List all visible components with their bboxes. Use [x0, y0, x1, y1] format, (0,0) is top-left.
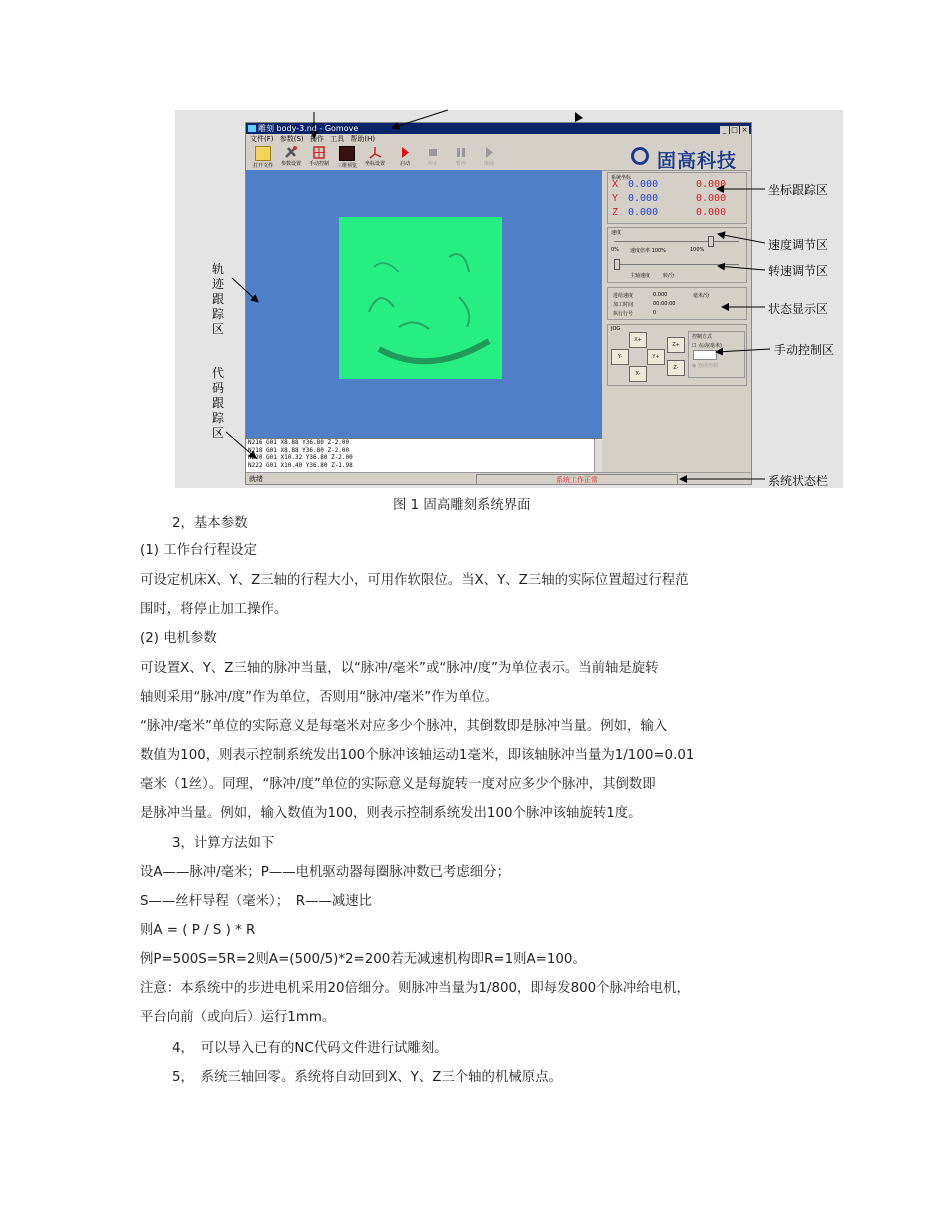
preview-3d-button[interactable]: 三维预览 — [334, 146, 360, 168]
annotation-speed: 速度调节区 — [768, 238, 829, 252]
annotation-trajectory: 轨迹跟踪区 — [212, 262, 225, 336]
jog-y-minus[interactable]: Y- — [611, 349, 629, 365]
status-value-feed: 0.000 — [653, 292, 668, 298]
start-button[interactable]: 启动 — [392, 146, 418, 168]
status-left: 就绪 — [249, 475, 263, 483]
code-line: N216 G01 X8.88 Y36.80 Z-2.00 — [248, 439, 350, 446]
status-message: 系统工作正常 — [476, 474, 678, 485]
open-file-button[interactable]: 打开文件 — [250, 146, 276, 168]
paragraph-line: 围时，将停止加工操作。 — [140, 602, 288, 617]
section-3-title: 3，计算方法如下 — [172, 836, 275, 851]
menu-file[interactable]: 文件(F) — [250, 135, 274, 143]
status-value-time: 00:00:00 — [653, 301, 676, 307]
jog-label: JOG — [611, 326, 621, 332]
code-line: N222 G01 X10.40 Y36.80 Z-1.98 — [248, 461, 353, 469]
paragraph-line: 毫米（1丝）。同理，“脉冲/度”单位的实际意义是每旋转一度对应多少个脉冲，其倒数即 — [140, 777, 656, 792]
coord-settings-button[interactable]: 坐标设置 — [362, 146, 388, 168]
menu-params[interactable]: 参数(S) — [279, 135, 304, 143]
coord-row-z: Z 0.000 0.000 — [612, 207, 727, 218]
stop-button[interactable]: 停止 — [420, 146, 446, 168]
section-2-title: 2，基本参数 — [172, 516, 248, 531]
section-5: 5， 系统三轴回零。系统将自动回到X、Y、Z三个轴的机械原点。 — [172, 1070, 562, 1085]
speed-label: 速度倍率 100% — [630, 248, 666, 254]
annotation-spindle: 转速调节区 — [768, 264, 829, 278]
speed-group-label: 速度 — [611, 230, 622, 236]
coord-group-label: 系统坐标 — [611, 175, 632, 181]
section-2-2-title: (2) 电机参数 — [140, 631, 217, 646]
annotation-code: 代码跟踪区 — [212, 366, 225, 440]
paragraph-line: 可设定机床X、Y、Z三轴的行程大小，可用作软限位。当X、Y、Z三轴的实际位置超过行程范 — [140, 573, 689, 588]
window-title: 雕刻 body-3.nd - Gomove — [258, 124, 359, 133]
annotation-manual: 手动控制区 — [774, 343, 835, 357]
menu-tools[interactable]: 工具 — [330, 135, 345, 143]
speed-max: 100% — [690, 247, 705, 253]
jog-x-minus[interactable]: X- — [629, 366, 647, 382]
logo-text: 固高科技 — [657, 150, 738, 172]
param-settings-button[interactable]: 参数设置 — [278, 146, 304, 168]
menu-operate[interactable]: 操作 — [309, 135, 324, 143]
speed-min: 0% — [611, 247, 619, 253]
spindle-value: 转/分 — [663, 273, 675, 279]
paragraph-line: 平台向前（或向后）运行1mm。 — [140, 1010, 336, 1025]
manual-opt-jog[interactable]: ☐ 点动(毫米) — [692, 343, 722, 349]
section-4: 4， 可以导入已有的NC代码文件进行试雕刻。 — [172, 1041, 448, 1056]
menu-help[interactable]: 帮助(H) — [350, 135, 376, 143]
pause-button[interactable]: 暂停 — [448, 146, 474, 168]
section-2-1-title: (1) 工作台行程设定 — [140, 543, 257, 558]
paragraph-line: “脉冲/毫米”单位的实际意义是每毫米对应多少个脉冲，其倒数即是脉冲当量。例如，输入 — [140, 719, 668, 734]
status-label-feed: 进给速度 — [613, 293, 634, 299]
paragraph-line: 数值为100，则表示控制系统发出100个脉冲该轴运动1毫米，即该轴脉冲当量为1/100=0.01 — [140, 748, 695, 763]
code-line: N220 G01 X10.32 Y36.80 Z-2.00 — [248, 454, 353, 461]
status-label-line: 执行行号 — [613, 311, 634, 317]
figure-caption: 图 1 固高雕刻系统界面 — [393, 498, 531, 513]
annotation-state: 状态显示区 — [768, 302, 829, 316]
manual-mode-label: 控制方式 — [692, 334, 713, 340]
paragraph-line: S——丝杆导程（毫米）； R——减速比 — [140, 894, 373, 909]
paragraph-line: 是脉冲当量。例如，输入数值为100，则表示控制系统发出100个脉冲该轴旋转1度。 — [140, 806, 642, 821]
jog-x-plus[interactable]: X+ — [629, 332, 647, 348]
jog-z-minus[interactable]: Z- — [667, 360, 685, 376]
coord-row-x: X 0.000 0.000 — [612, 179, 727, 190]
status-unit-feed: 毫米/分 — [693, 293, 710, 299]
jog-z-plus[interactable]: Z+ — [667, 337, 685, 353]
paragraph-line: 可设置X、Y、Z三轴的脉冲当量，以“脉冲/毫米”或“脉冲/度”为单位表示。当前轴是旋转 — [140, 661, 659, 676]
minimize-icon[interactable]: _ — [720, 126, 729, 134]
annotation-statusbar: 系统状态栏 — [768, 474, 829, 488]
maximize-icon[interactable]: □ — [731, 126, 738, 134]
paragraph-line: 例P=500S=5R=2则A=(500/5)*2=200若无减速机构即R=1则A=100。 — [140, 952, 586, 967]
spindle-label: 主轴速度 — [630, 273, 651, 279]
manual-control-button[interactable]: 手动控制 — [306, 146, 332, 168]
resume-button[interactable]: 继续 — [476, 146, 502, 168]
paragraph-line: 轴则采用“脉冲/度”作为单位，否则用“脉冲/毫米”作为单位。 — [140, 690, 499, 705]
code-line: N218 G01 X8.88 Y36.80 Z-2.00 — [248, 446, 350, 454]
annotation-coord: 坐标跟踪区 — [768, 183, 829, 197]
formula-line: 则A = ( P / S ) * R — [140, 923, 256, 938]
jog-y-plus[interactable]: Y+ — [647, 349, 665, 365]
paragraph-line: 注意：本系统中的步进电机采用20倍细分。则脉冲当量为1/800，即每发800个脉冲给电机， — [140, 981, 690, 996]
manual-opt-continuous[interactable]: ◉ 连续控制 — [692, 363, 718, 369]
coord-row-y: Y 0.000 0.000 — [612, 193, 727, 204]
close-icon[interactable]: × — [741, 126, 748, 134]
status-label-time: 加工时间 — [613, 302, 634, 308]
paragraph-line: 设A——脉冲/毫米；P——电机驱动器每圈脉冲数已考虑细分； — [140, 865, 510, 880]
status-value-line: 0 — [653, 310, 657, 316]
